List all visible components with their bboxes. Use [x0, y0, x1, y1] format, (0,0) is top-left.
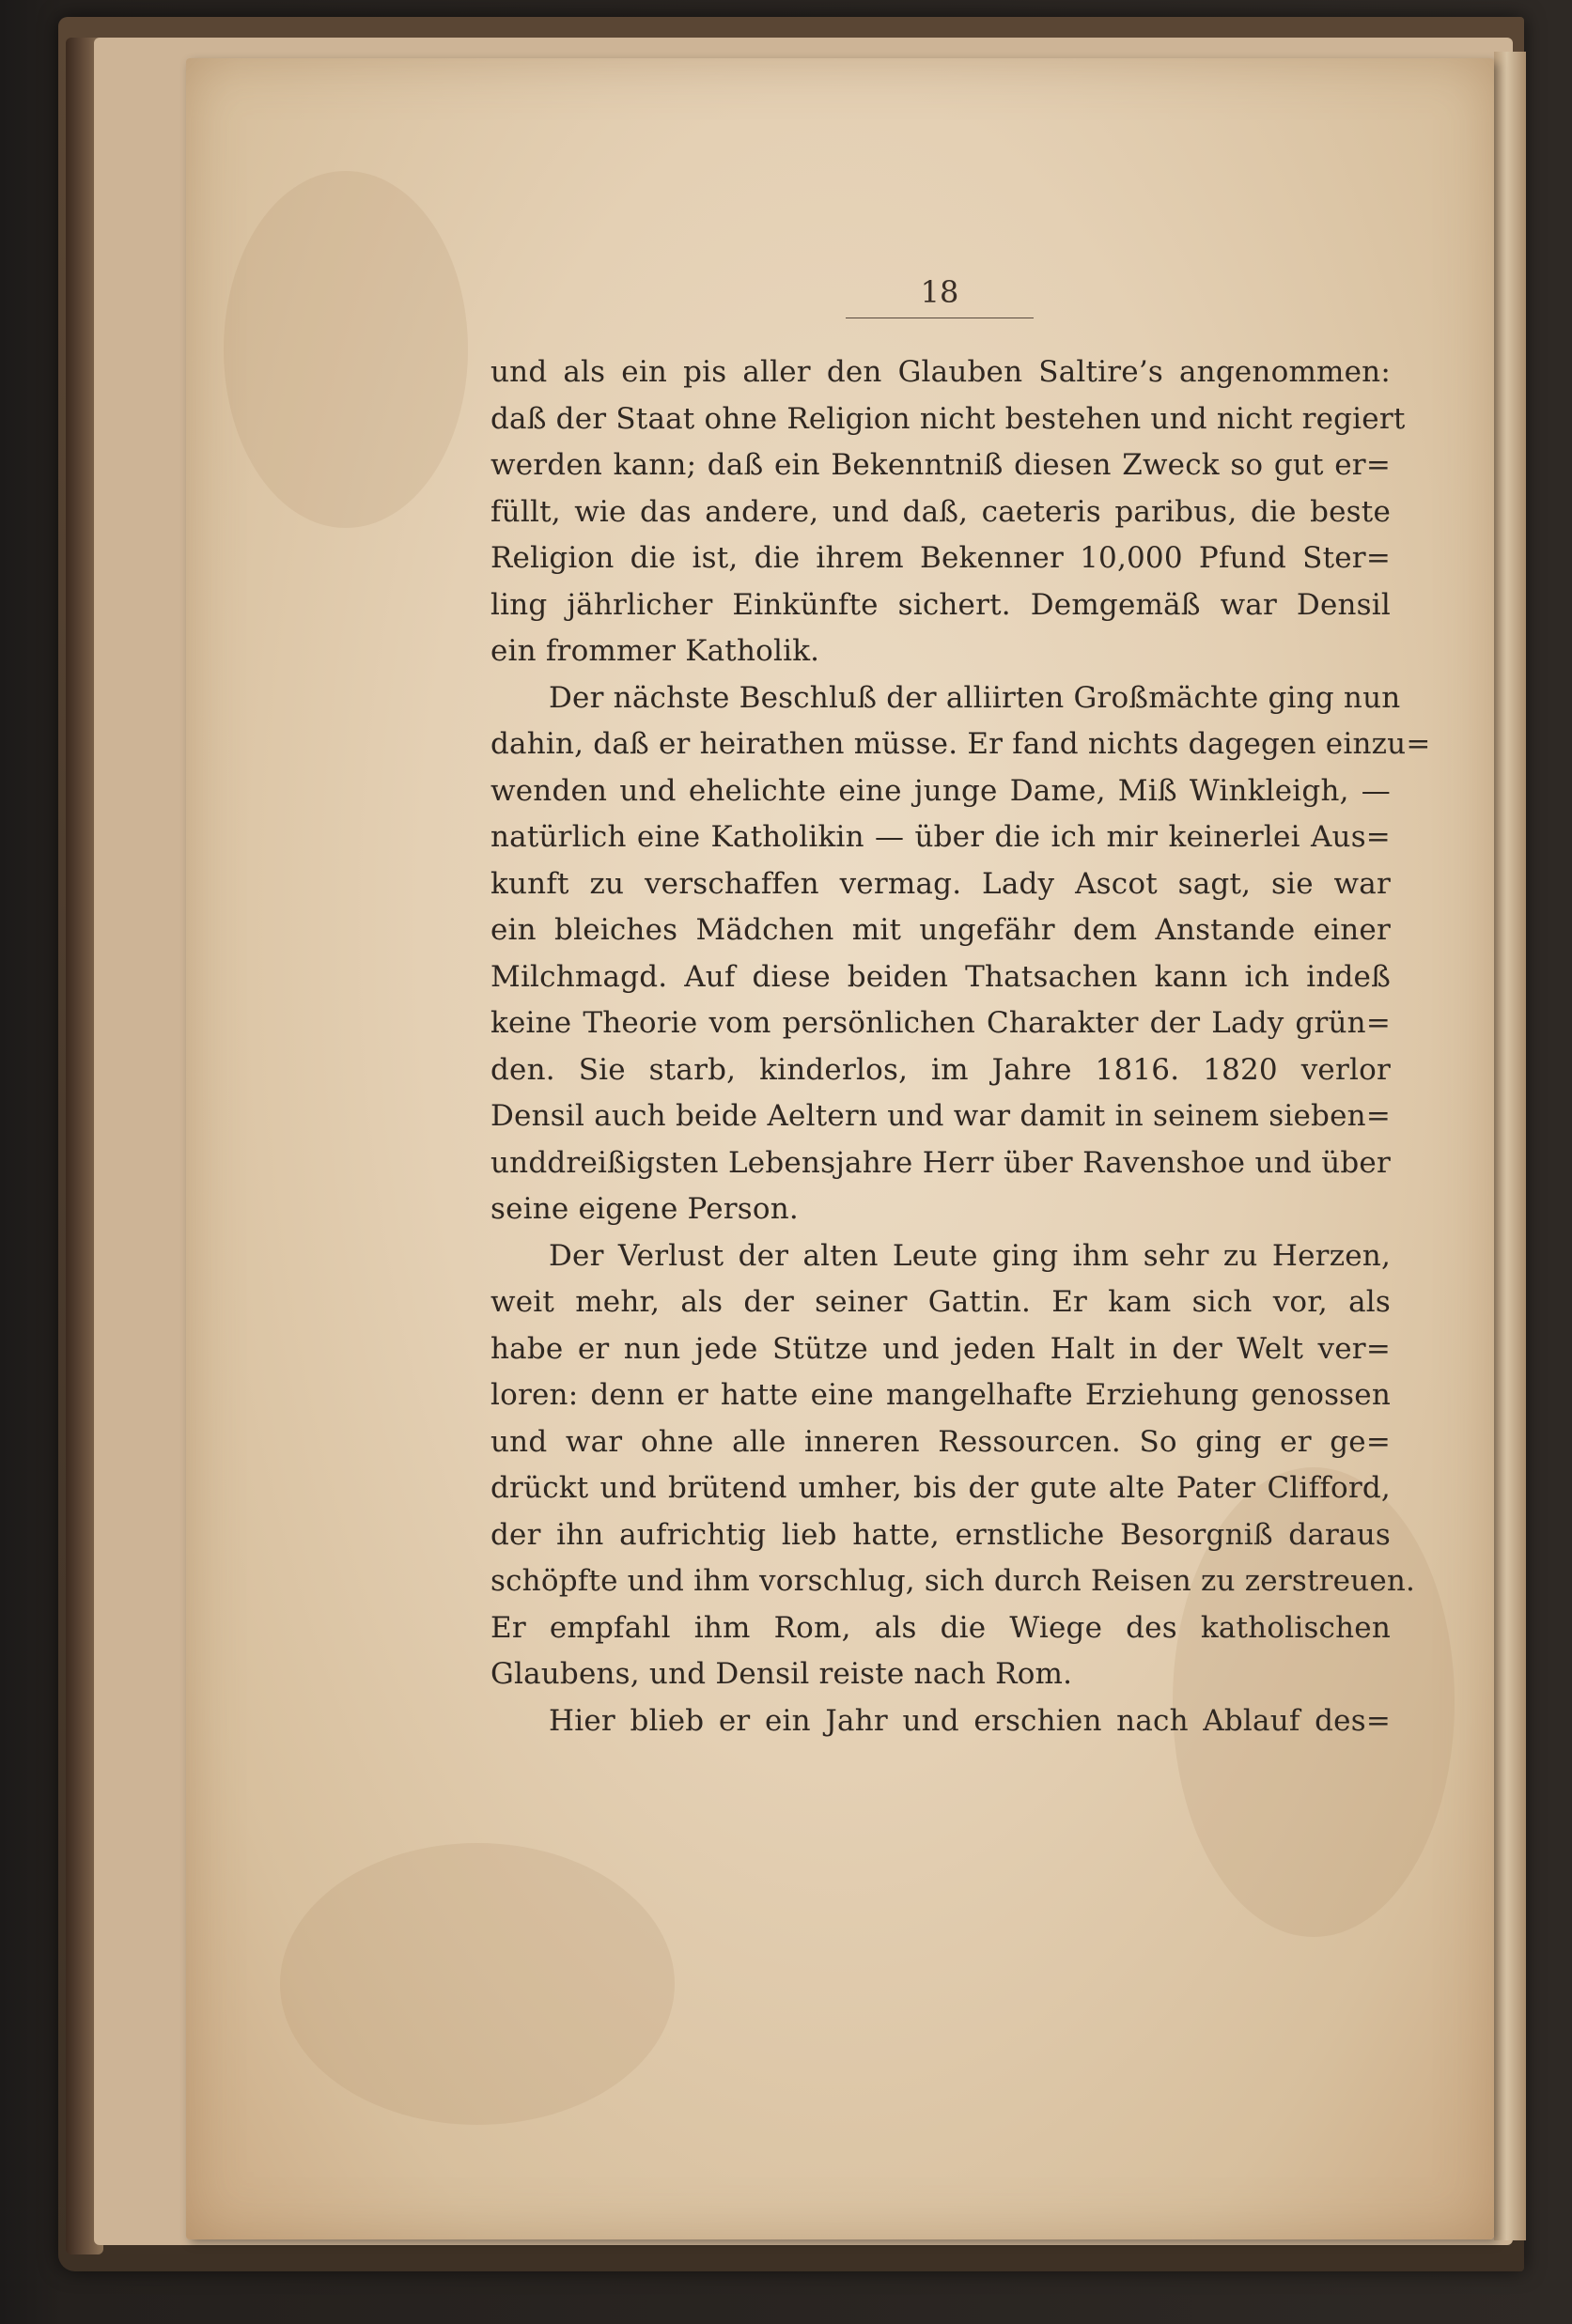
text-line: loren: denn er hatte eine mangelhafte Erziehung genossen	[490, 1378, 1391, 1412]
text-line: und war ohne alle inneren Ressourcen. So ging er ge=	[490, 1424, 1391, 1459]
text-line: Hier blieb er ein Jahr und erschien nach Ablauf des=	[549, 1703, 1391, 1738]
paper-stain	[224, 171, 468, 528]
text-line: natürlich eine Katholikin — über die ich mir keinerlei Aus=	[490, 820, 1391, 854]
text-line: Der nächste Beschluß der alliirten Großmächte ging nun	[549, 680, 1401, 715]
text-line: dahin, daß er heirathen müsse. Er fand nichts dagegen einzu=	[490, 727, 1431, 761]
text-line: ling jährlicher Einkünfte sichert. Demgemäß war Densil	[490, 587, 1391, 622]
text-line: weit mehr, als der seiner Gattin. Er kam sich vor, als	[490, 1285, 1391, 1319]
text-line: daß der Staat ohne Religion nicht bestehen und nicht regiert	[490, 401, 1406, 436]
text-line: kunft zu verschaffen vermag. Lady Ascot sagt, sie war	[490, 866, 1391, 901]
page-edges-right	[1494, 52, 1526, 2240]
text-line: Glaubens, und Densil reiste nach Rom.	[490, 1657, 1073, 1691]
text-line: und als ein pis aller den Glauben Saltire’s angenommen:	[490, 355, 1391, 389]
text-line: habe er nun jede Stütze und jeden Halt in der Welt ver=	[490, 1331, 1391, 1366]
paper-stain	[280, 1843, 675, 2125]
text-line: der ihn aufrichtig lieb hatte, ernstliche Besorgniß daraus	[490, 1517, 1391, 1552]
text-line: ein bleiches Mädchen mit ungefähr dem Anstande einer	[490, 913, 1391, 947]
page-number: 18	[920, 274, 959, 310]
text-line: Religion die ist, die ihrem Bekenner 10,000 Pfund Ster=	[490, 541, 1391, 575]
text-line: Er empfahl ihm Rom, als die Wiege des katholischen	[490, 1610, 1391, 1645]
text-line: wenden und ehelichte eine junge Dame, Miß Winkleigh, —	[490, 773, 1391, 808]
text-line: füllt, wie das andere, und daß, caeteris paribus, die beste	[490, 494, 1391, 529]
text-line: Densil auch beide Aeltern und war damit in seinem sieben=	[490, 1099, 1391, 1133]
text-line: den. Sie starb, kinderlos, im Jahre 1816. 1820 verlor	[490, 1052, 1391, 1087]
text-line: ein frommer Katholik.	[490, 634, 820, 668]
body-text	[490, 349, 1431, 1744]
text-line: Der Verlust der alten Leute ging ihm sehr zu Herzen,	[549, 1238, 1391, 1273]
text-line: drückt und brütend umher, bis der gute alte Pater Clifford,	[490, 1471, 1391, 1505]
text-line: unddreißigsten Lebensjahre Herr über Ravenshoe und über	[490, 1145, 1391, 1180]
text-line: seine eigene Person.	[490, 1192, 799, 1226]
text-line: schöpfte und ihm vorschlug, sich durch Reisen zu zerstreuen.	[490, 1564, 1416, 1598]
text-line: keine Theorie vom persönlichen Charakter der Lady grün=	[490, 1006, 1391, 1040]
text-line: Milchmagd. Auf diese beiden Thatsachen kann ich indeß	[490, 959, 1391, 994]
text-line: werden kann; daß ein Bekenntniß diesen Zweck so gut er=	[490, 448, 1391, 482]
